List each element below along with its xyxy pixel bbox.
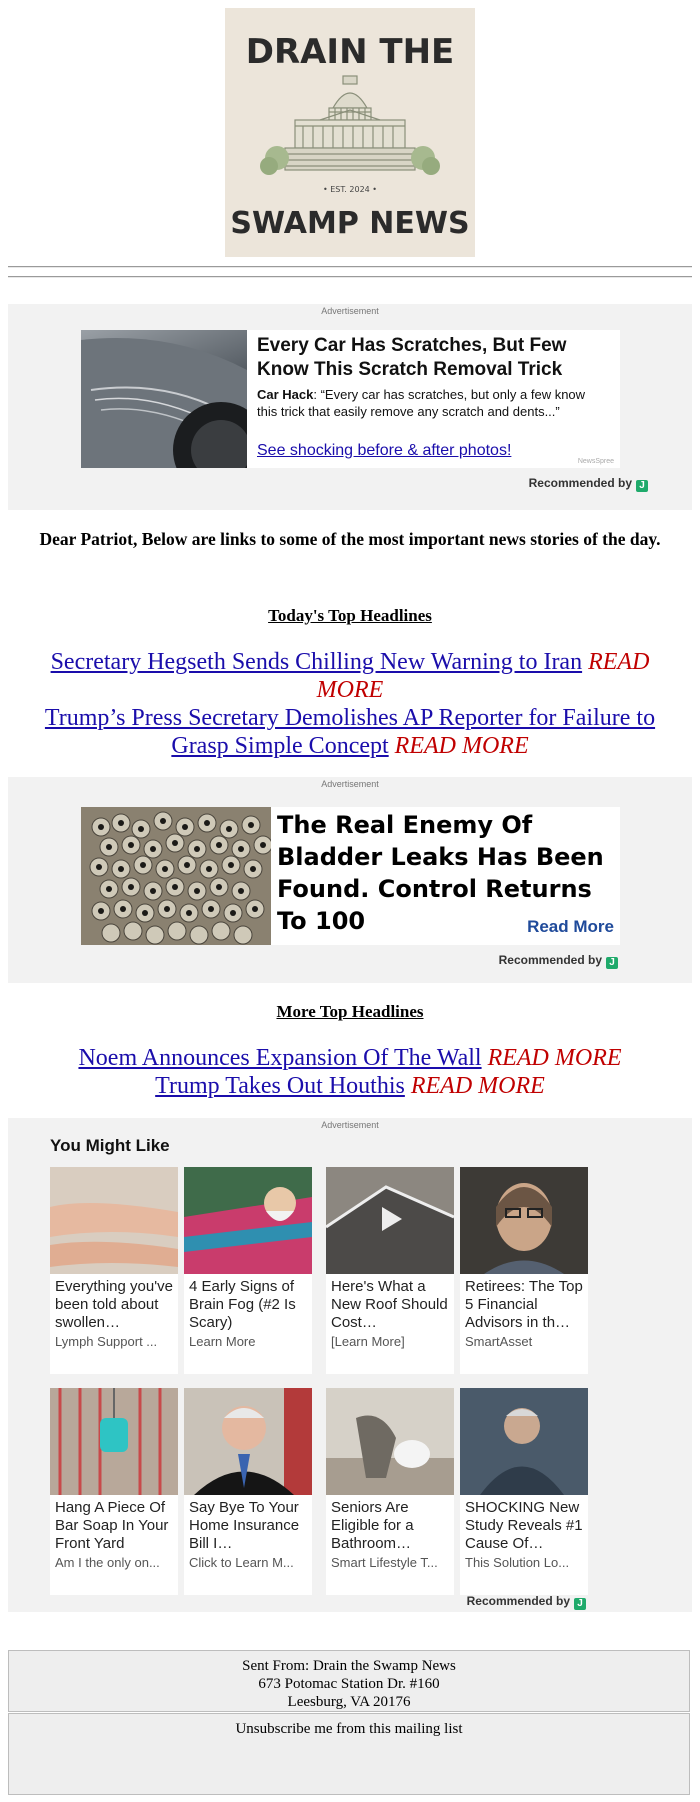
- tile-title: Here's What a New Roof Should Cost…: [331, 1278, 448, 1331]
- footer-sent-from: Sent From: Drain the Swamp News: [242, 1658, 456, 1674]
- tile-title: Seniors Are Eligible for a Bathroom…: [331, 1499, 414, 1552]
- ad-block: [8, 1118, 692, 1612]
- section-heading-top: Today's Top Headlines: [268, 606, 432, 625]
- ad-cta-link[interactable]: See shocking before & after photos!: [257, 442, 512, 459]
- brand-logo[interactable]: [225, 8, 475, 257]
- headline-link[interactable]: Trump’s Press Secretary Demolishes AP Reporter for Failure to Grasp Simple Concept: [44, 705, 656, 759]
- recommendation-tile[interactable]: [460, 1167, 588, 1374]
- recommendation-tile[interactable]: [460, 1388, 588, 1595]
- recommended-by[interactable]: [529, 476, 648, 492]
- sponsored-card[interactable]: [81, 807, 620, 945]
- ad-body: [257, 386, 587, 420]
- headline-link[interactable]: Secretary Hegseth Sends Chilling New Warning to Iran: [50, 649, 583, 675]
- footer-address-block: [8, 1650, 690, 1712]
- tile-title: Say Bye To Your Home Insurance Bill I…: [189, 1499, 300, 1552]
- intro-text: Dear Patriot, Below are links to some of the most important news stories of the day.: [39, 529, 661, 549]
- read-more-link[interactable]: READ MORE: [410, 1073, 545, 1099]
- frog-eggs-image[interactable]: [81, 807, 271, 945]
- recommendation-tile[interactable]: [50, 1388, 178, 1595]
- ad-source: NewsSpree: [577, 458, 614, 465]
- ad-label: Advertisement: [321, 306, 379, 316]
- tile-title: Retirees: The Top 5 Financial Advisors in th…: [465, 1278, 583, 1331]
- ad-headline[interactable]: The Real Enemy Of Bladder Leaks Has Been Found. Control Returns To 100: [277, 811, 604, 935]
- capitol-icon: [285, 76, 415, 170]
- read-more-link[interactable]: READ MORE: [394, 733, 529, 759]
- tile-image[interactable]: [50, 1388, 178, 1495]
- car-scratch-image[interactable]: [81, 330, 247, 468]
- jubna-icon: J: [636, 480, 648, 492]
- tile-source: Learn More: [189, 1334, 256, 1349]
- tile-image[interactable]: [326, 1388, 454, 1495]
- widget-title: You Might Like: [50, 1136, 170, 1155]
- unsubscribe-link[interactable]: Unsubscribe me from this mailing list: [235, 1721, 463, 1737]
- tile-source: SmartAsset: [465, 1334, 533, 1349]
- divider: [8, 276, 692, 278]
- headline-item: [20, 648, 680, 704]
- tile-image[interactable]: [326, 1167, 454, 1274]
- tile-image[interactable]: [460, 1388, 588, 1495]
- divider: [8, 266, 692, 268]
- tile-title: Hang A Piece Of Bar Soap In Your Front Yard: [55, 1499, 169, 1552]
- recommendation-tile[interactable]: [184, 1388, 312, 1595]
- recommended-by[interactable]: [499, 953, 618, 969]
- tile-source: [Learn More]: [331, 1334, 405, 1349]
- logo-graphic: [225, 8, 475, 257]
- headline-link[interactable]: Trump Takes Out Houthis: [155, 1073, 405, 1099]
- footer-address-line1: 673 Potomac Station Dr. #160: [258, 1676, 440, 1692]
- ad-body-bold: Car Hack: [257, 387, 314, 402]
- logo-est: • EST. 2024 •: [322, 185, 378, 194]
- tile-source: This Solution Lo...: [465, 1555, 570, 1570]
- tile-source: Smart Lifestyle T...: [331, 1555, 438, 1570]
- section-heading-more: More Top Headlines: [276, 1002, 424, 1021]
- headline-item: [20, 1072, 680, 1100]
- tile-image[interactable]: [184, 1388, 312, 1495]
- recommendation-tile[interactable]: [50, 1167, 178, 1374]
- ad-block: [8, 304, 692, 510]
- recommended-label: Recommended by: [466, 1594, 570, 1608]
- footer-unsubscribe-block: [8, 1713, 690, 1795]
- sponsored-card[interactable]: [81, 330, 620, 468]
- recommended-label: Recommended by: [528, 476, 632, 490]
- tile-source: Click to Learn M...: [189, 1555, 294, 1570]
- tile-title: Everything you've been told about swollen…: [55, 1278, 173, 1331]
- ad-headline[interactable]: Every Car Has Scratches, But Few Know This Scratch Removal Trick: [257, 335, 567, 380]
- jubna-icon: J: [606, 957, 618, 969]
- recommendation-tile[interactable]: [184, 1167, 312, 1374]
- tile-image[interactable]: [184, 1167, 312, 1274]
- recommendation-tile[interactable]: [326, 1388, 454, 1595]
- recommended-label: Recommended by: [498, 953, 602, 967]
- read-more-button[interactable]: Read More: [527, 917, 614, 936]
- ad-body-text: : “Every car has scratches, but only a few know this trick that easily remove any scratch and dents...”: [257, 387, 586, 419]
- headline-item: [20, 704, 680, 760]
- recommended-by[interactable]: [467, 1594, 586, 1610]
- recommendation-tile[interactable]: [326, 1167, 454, 1374]
- headline-link[interactable]: Noem Announces Expansion Of The Wall: [78, 1045, 482, 1071]
- logo-line2: SWAMP NEWS: [230, 206, 470, 241]
- tile-image[interactable]: [460, 1167, 588, 1274]
- tile-source: Am I the only on...: [55, 1555, 160, 1570]
- tile-source: Lymph Support ...: [55, 1334, 158, 1349]
- tile-title: SHOCKING New Study Reveals #1 Cause Of…: [465, 1499, 583, 1552]
- headline-item: [20, 1044, 680, 1072]
- ad-label: Advertisement: [321, 1120, 379, 1130]
- tile-title: 4 Early Signs of Brain Fog (#2 Is Scary): [189, 1278, 296, 1331]
- read-more-link[interactable]: READ MORE: [316, 649, 650, 703]
- read-more-link[interactable]: READ MORE: [487, 1045, 622, 1071]
- footer-address-line2: Leesburg, VA 20176: [287, 1694, 411, 1710]
- logo-line1: DRAIN THE: [245, 32, 455, 72]
- jubna-icon: J: [574, 1598, 586, 1610]
- tile-image[interactable]: [50, 1167, 178, 1274]
- ad-label: Advertisement: [321, 779, 379, 789]
- ad-block: [8, 777, 692, 983]
